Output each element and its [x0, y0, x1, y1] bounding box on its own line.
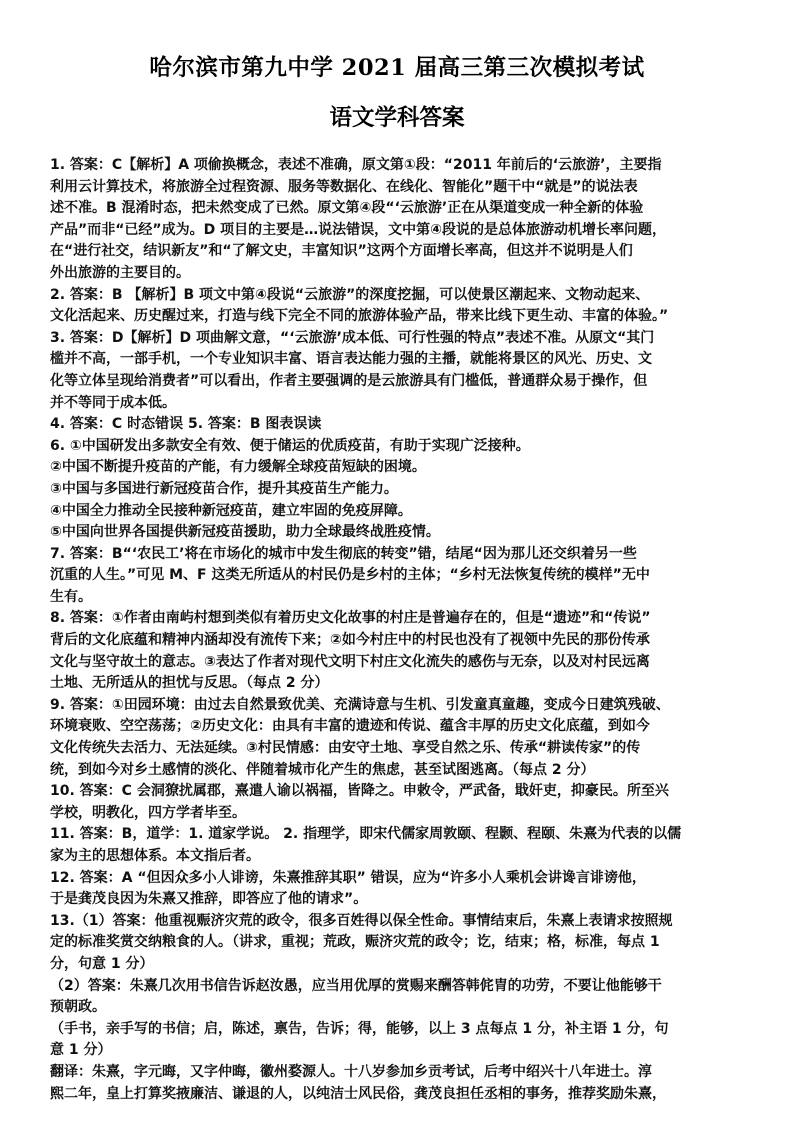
answer-line: 4. 答案：C 时态错误 5. 答案：B 图表误读	[50, 416, 322, 433]
answer-line: 沉重的人生。”可见 M、F 这类无所适从的村民仍是乡村的主体；“乡村无法恢复传统的模样”无中	[50, 567, 650, 584]
answer-line: （2）答案：朱熹几次用书信告诉赵汝愚，应当用优厚的赏赐来酬答韩侂胄的功劳，不要让他能够干	[50, 977, 662, 994]
answer-body	[50, 155, 758, 1117]
answer-line: 文化传统失去活力、无法延续。③村民情感：由安守土地、享受自然之乐、传承“耕读传家”的传	[50, 740, 641, 757]
answer-line: 背后的文化底蕴和精神内涵却没有流传下来；②如今村庄中的村民也没有了视领中先民的那份传承	[50, 632, 650, 649]
answer-line: 文化活起来、历史醒过来，打造与线下完全不同的旅游体验产品，带来比线下更生动、丰富的体验。”	[50, 308, 669, 325]
answer-line: 土地、无所适从的担忧与反思。（每点 2 分）	[50, 675, 329, 692]
answer-line: 产品”而非“已经”成为。D 项目的主要是…说法错误，文中第④段说的是总体旅游动机增长率问题，	[50, 221, 666, 238]
answer-line: 述不准。B 混淆时态，把未然变成了已然。原文第④段“‘云旅游’正在从渠道变成一种全新的体验	[50, 200, 644, 217]
page-subtitle: 语文学科答案	[329, 105, 465, 131]
answer-line: 2. 答案：B 【解析】B 项文中第④段说“云旅游”的深度挖掘，可以使景区潮起来、文物动起来、	[50, 286, 650, 303]
answer-line: 利用云计算技术，将旅游全过程资源、服务等数据化、在线化、智能化”题干中“就是”的说法表	[50, 178, 638, 195]
answer-line: 11. 答案：B，道学：1. 道家学说。 2. 指理学，即宋代儒家周敦颐、程颢、程颐、朱熹为代表的以儒	[50, 826, 682, 843]
answer-line: （手书，亲手写的书信；启，陈述，禀告，告诉；得，能够，以上 3 点每点 1 分，补主语 1 分，句	[50, 1020, 669, 1037]
answer-line: 在“进行社交，结识新友”和“了解文史，丰富知识”这两个方面增长率高，但这并不说明是人们	[50, 243, 633, 260]
answer-line: 并不等同于成本低。	[50, 394, 176, 411]
answer-line: 化等立体呈现给消费者”可以看出，作者主要强调的是云旅游具有门槛低，普通群众易于操作，但	[50, 372, 648, 389]
answer-line: 于是龚茂良因为朱熹又推辞，即答应了他的请求”。	[50, 891, 368, 908]
answer-line: ⑤中国向世界各国提供新冠疫苗援助，助力全球最终战胜疫情。	[50, 524, 440, 541]
answer-line: ②中国不断提升疫苗的产能，有力缓解全球疫苗短缺的困境。	[50, 459, 426, 476]
answer-line: 13.（1）答案：他重视赈济灾荒的政令，很多百姓得以保全性命。事情结束后，朱熹上表请求按照规	[50, 912, 673, 929]
answer-line: 7. 答案：B“‘农民工’将在市场化的城市中发生彻底的转变”错，结尾“因为那儿还交织着另一些	[50, 545, 637, 562]
answer-line: ④中国全力推动全民接种新冠疫苗，建立牢固的免疫屏障。	[50, 502, 412, 519]
answer-line: 翻译：朱熹，字元晦，又字仲晦，徽州婺源人。十八岁参加乡贡考试，后考中绍兴十八年进士。淳	[50, 1063, 652, 1080]
answer-line: 10. 答案：C 会洞獠扰属郡，熹遣人谕以祸福，皆降之。申敕令，严武备，戢奸吏，抑豪民。所至兴	[50, 783, 669, 800]
answer-line: 6. ①中国研发出多款安全有效、便于储运的优质疫苗，有助于实现广泛接种。	[50, 437, 530, 454]
answer-line: 熙二年，皇上打算奖掖廉洁、谦退的人，以纯洁士风民俗，龚茂良担任丞相的事务，推荐奖励朱熹，	[50, 1085, 666, 1102]
answer-line: 统，到如今对乡土感情的淡化、伴随着城市化产生的焦虑，甚至试图逃离。（每点 2 分）	[50, 761, 595, 778]
answer-line: 预朝政。	[50, 999, 106, 1016]
answer-line: 意 1 分）	[50, 1042, 112, 1059]
answer-line: 环境衰败、空空荡荡；②历史文化：由具有丰富的遗迹和传说、蕴含丰厚的历史文化底蕴，到如今	[50, 718, 650, 735]
answer-line: 12. 答案：A “但因众多小人诽谤，朱熹推辞其职” 错误，应为“许多小人乘机会讲谗言诽谤他，	[50, 869, 646, 886]
answer-line: 分，句意 1 分）	[50, 955, 154, 972]
answer-line: 生有。	[50, 588, 92, 605]
answer-line: 1. 答案：C【解析】A 项偷换概念，表述不准确，原文第①段：“2011 年前后的‘云旅游’，主要指	[50, 157, 662, 173]
answer-line: 定的标准奖赏交纳粮食的人。（讲求，重视；荒政，赈济灾荒的政令；讫，结束；格，标准，每点 1	[50, 934, 660, 951]
answer-line: 学校，明教化，四方学者毕至。	[50, 804, 246, 821]
answer-line: 家为主的思想体系。本文指后者。	[50, 848, 260, 864]
answer-line: 8. 答案：①作者由南屿村想到类似有着历史文化故事的村庄是普遍存在的，但是“遗迹”和“传说”	[50, 610, 651, 627]
answer-line: 外出旅游的主要目的。	[50, 264, 190, 281]
answer-line: 文化与坚守故土的意志。③表达了作者对现代文明下村庄文化流失的感伤与无奈，以及对村民远离	[50, 653, 650, 670]
answer-line: 9. 答案：①田园环境：由过去自然景致优美、充满诗意与生机、引发童真童趣，变成今日建筑残破、	[50, 696, 670, 713]
page-title: 哈尔滨市第九中学 2021 届高三第三次模拟考试	[149, 55, 645, 81]
answer-line: 3. 答案：D【解析】D 项曲解文意，“‘云旅游’成本低、可行性强的特点”表述不准。从原文“其门	[50, 329, 655, 346]
answer-line: 槛并不高，一部手机，一个专业知识丰富、语言表达能力强的主播，就能将景区的风光、历史、文	[50, 351, 652, 368]
answer-line: ③中国与多国进行新冠疫苗合作，提升其疫苗生产能力。	[50, 480, 398, 497]
